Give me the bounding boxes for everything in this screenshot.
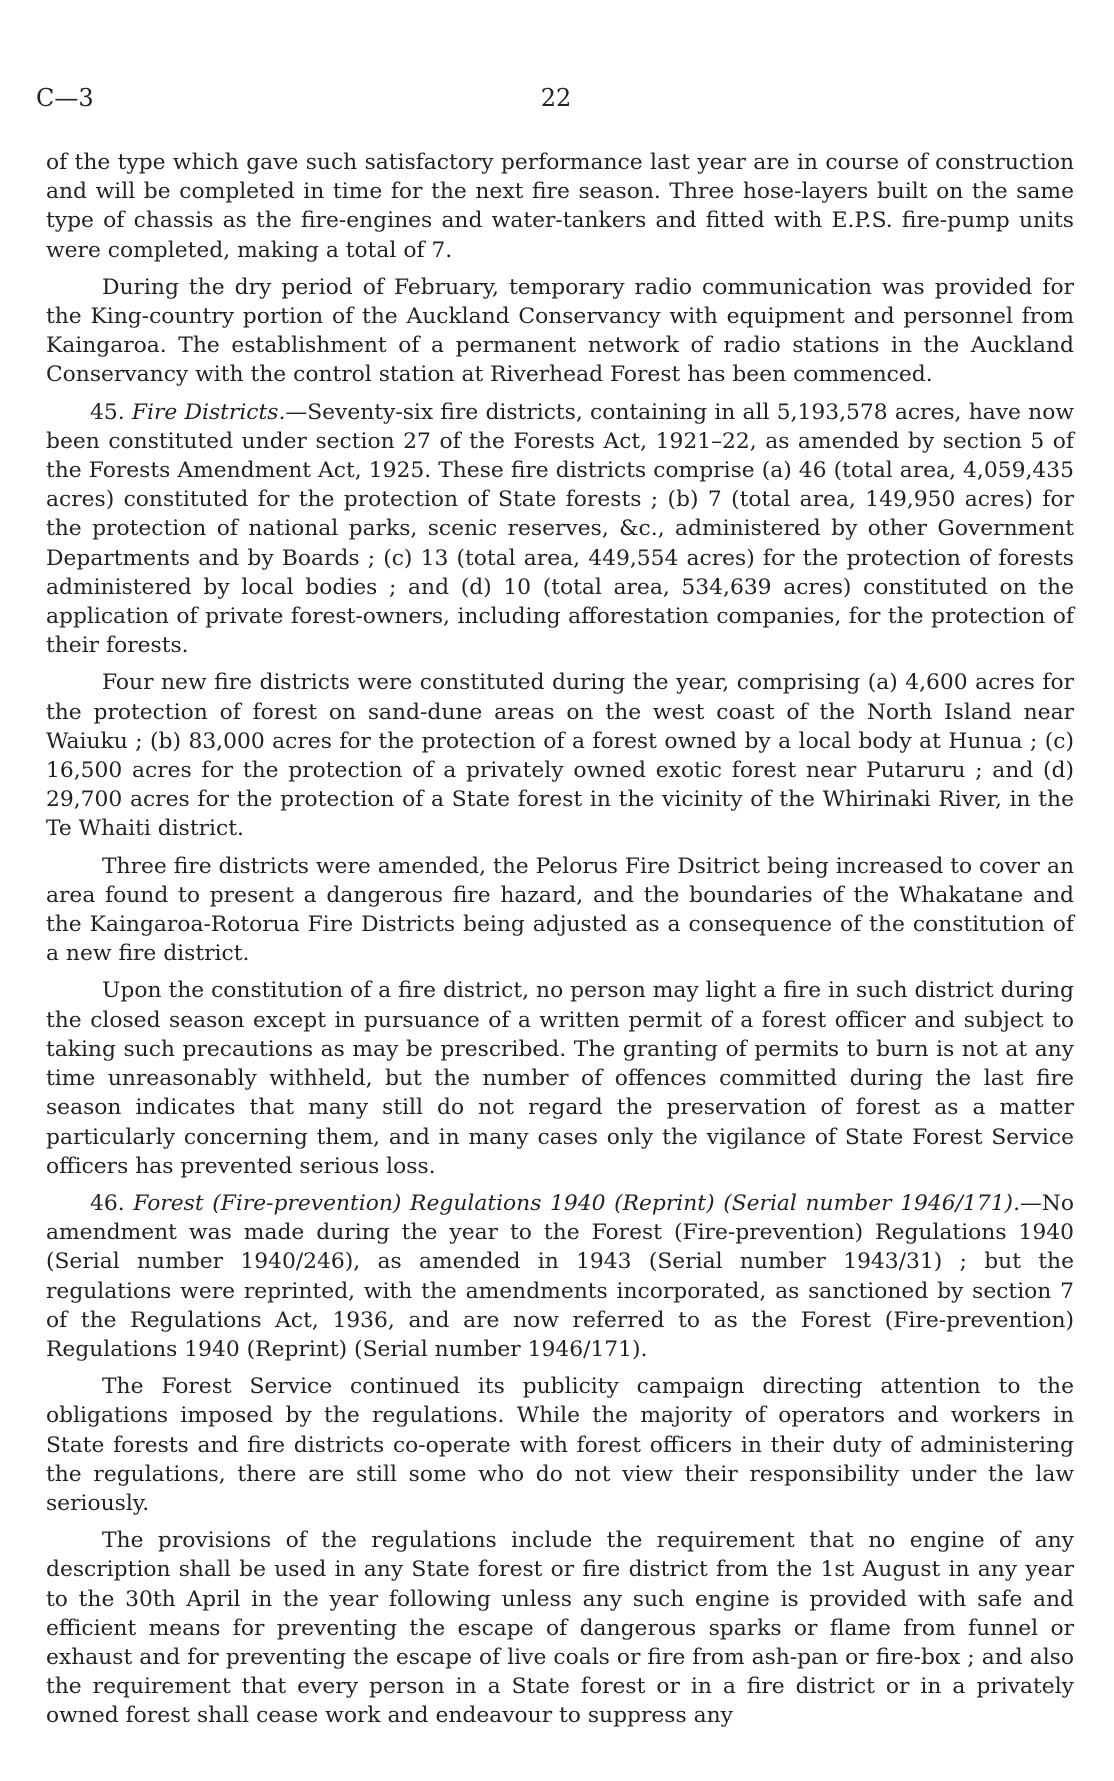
paragraph-text: —No amendment was made during the year to the Forest (Fire-prevention) Regulations 1940 (Serial number 1940/246), as amended in 1943 (Serial number 1943/31) ; but the regulations were reprinted, with the amendments incorporated, as sanctioned by section 7 of the Regulations Act, 1936, and are now referred to as the Forest (Fire-prevention) Regulations 1940 (Reprint) (Serial number 1946/171).: [46, 1190, 1074, 1362]
paragraph-text: The provisions of the regulations include the requirement that no engine of any description shall be used in any State forest or fire district from the 1st August in any year to the 30th April in the year following unless any such engine is provided with safe and efficient means for preventing the escape of dangerous sparks or flame from funnel or exhaust and for preventing the escape of live coals or fire from ash-pan or fire-box ; and also the requirement that every person in a State forest or in a fire district or in a privately owned forest shall cease work and endeavour to suppress any: [46, 1528, 1074, 1729]
paragraph-publicity-campaign: [46, 1372, 1074, 1518]
paragraph-text: Three fire districts were amended, the Pelorus Fire Dsitrict being increased to cover an area found to present a dangerous fire hazard, and the boundaries of the Whakatane and the Kaingaroa-Rotorua Fire Districts being adjusted as a consequence of the constitution of a new fire district.: [46, 853, 1074, 967]
paragraph-closed-season: [46, 976, 1074, 1180]
section-heading: Forest (Fire-prevention) Regulations 1940 (Reprint) (Serial number 1946/171).: [133, 1190, 1020, 1216]
paragraph-text: Four new fire districts were constituted during the year, comprising (a) 4,600 acres for the protection of forest on sand-dune areas on the west coast of the North Island near Waiuku ; (b) 83,000 acres for the protection of a forest owned by a local body at Hunua ; (c) 16,500 acres for the protection of a privately owned exotic forest near Putaruru ; and (d) 29,700 acres for the protection of a State forest in the vicinity of the Whirinaki River, in the Te Whaiti district.: [46, 670, 1074, 842]
section-number: 46.: [90, 1190, 125, 1216]
paragraph-text: The Forest Service continued its publicity campaign directing attention to the obligations imposed by the regulations. While the majority of operators and workers in State forests and fire districts co-operate with forest officers in their duty of administering the regulations, there are still some who do not view their responsibility under the law seriously.: [46, 1374, 1074, 1516]
page-header: [36, 84, 1076, 112]
paragraph-regulation-provisions: [46, 1526, 1074, 1730]
section-45-fire-districts: [46, 398, 1074, 661]
paragraph-text: —Seventy-six fire districts, containing in all 5,193,578 acres, have now been constituted under section 27 of the Forests Act, 1921–22, as amended by section 5 of the Forests Amendment Act, 1925. These fire districts comprise (a) 46 (total area, 4,059,435 acres) constituted for the protection of State forests ; (b) 7 (total area, 149,950 acres) for the protection of national parks, scenic reserves, &c., administered by other Government Departments and by Boards ; (c) 13 (total area, 449,554 acres) for the protection of forests administered by local bodies ; and (d) 10 (total area, 534,639 acres) constituted on the application of private forest-owners, including afforestation companies, for the protection of their forests.: [46, 399, 1074, 659]
paragraph-text: Upon the constitution of a fire district, no person may light a fire in such district during the closed season except in pursuance of a written permit of a forest officer and subject to taking such precautions as may be prescribed. The granting of permits to burn is not at any time unreasonably withheld, but the number of offences committed during the last fire season indicates that many still do not regard the preservation of forest as a matter particularly concerning them, and in many cases only the vigilance of State Forest Service officers has prevented serious loss.: [46, 978, 1074, 1179]
paragraph-new-fire-districts: [46, 668, 1074, 843]
page-number: 22: [540, 84, 572, 112]
paragraph-text: of the type which gave such satisfactory performance last year are in course of construction and will be completed in time for the next fire season. Three hose-layers built on the same type of chassis as the fire-engines and water-tankers and fitted with E.P.S. fire-pump units were completed, making a total of 7.: [46, 150, 1074, 263]
paragraph-radio-communication: [46, 273, 1074, 390]
document-reference: C—3: [36, 84, 94, 112]
paragraph-amended-districts: [46, 852, 1074, 969]
section-heading: Fire Districts.: [131, 399, 286, 425]
section-46-regulations: [46, 1189, 1074, 1364]
paragraph-text: During the dry period of February, temporary radio communication was provided for the King-country portion of the Auckland Conservancy with equipment and personnel from Kaingaroa. The establishment of a permanent network of radio stations in the Auckland Conservancy with the control station at Riverhead Forest has been commenced.: [46, 274, 1074, 388]
body-text: [46, 148, 1074, 1739]
paragraph-continuation: [46, 148, 1074, 265]
section-number: 45.: [90, 399, 125, 425]
